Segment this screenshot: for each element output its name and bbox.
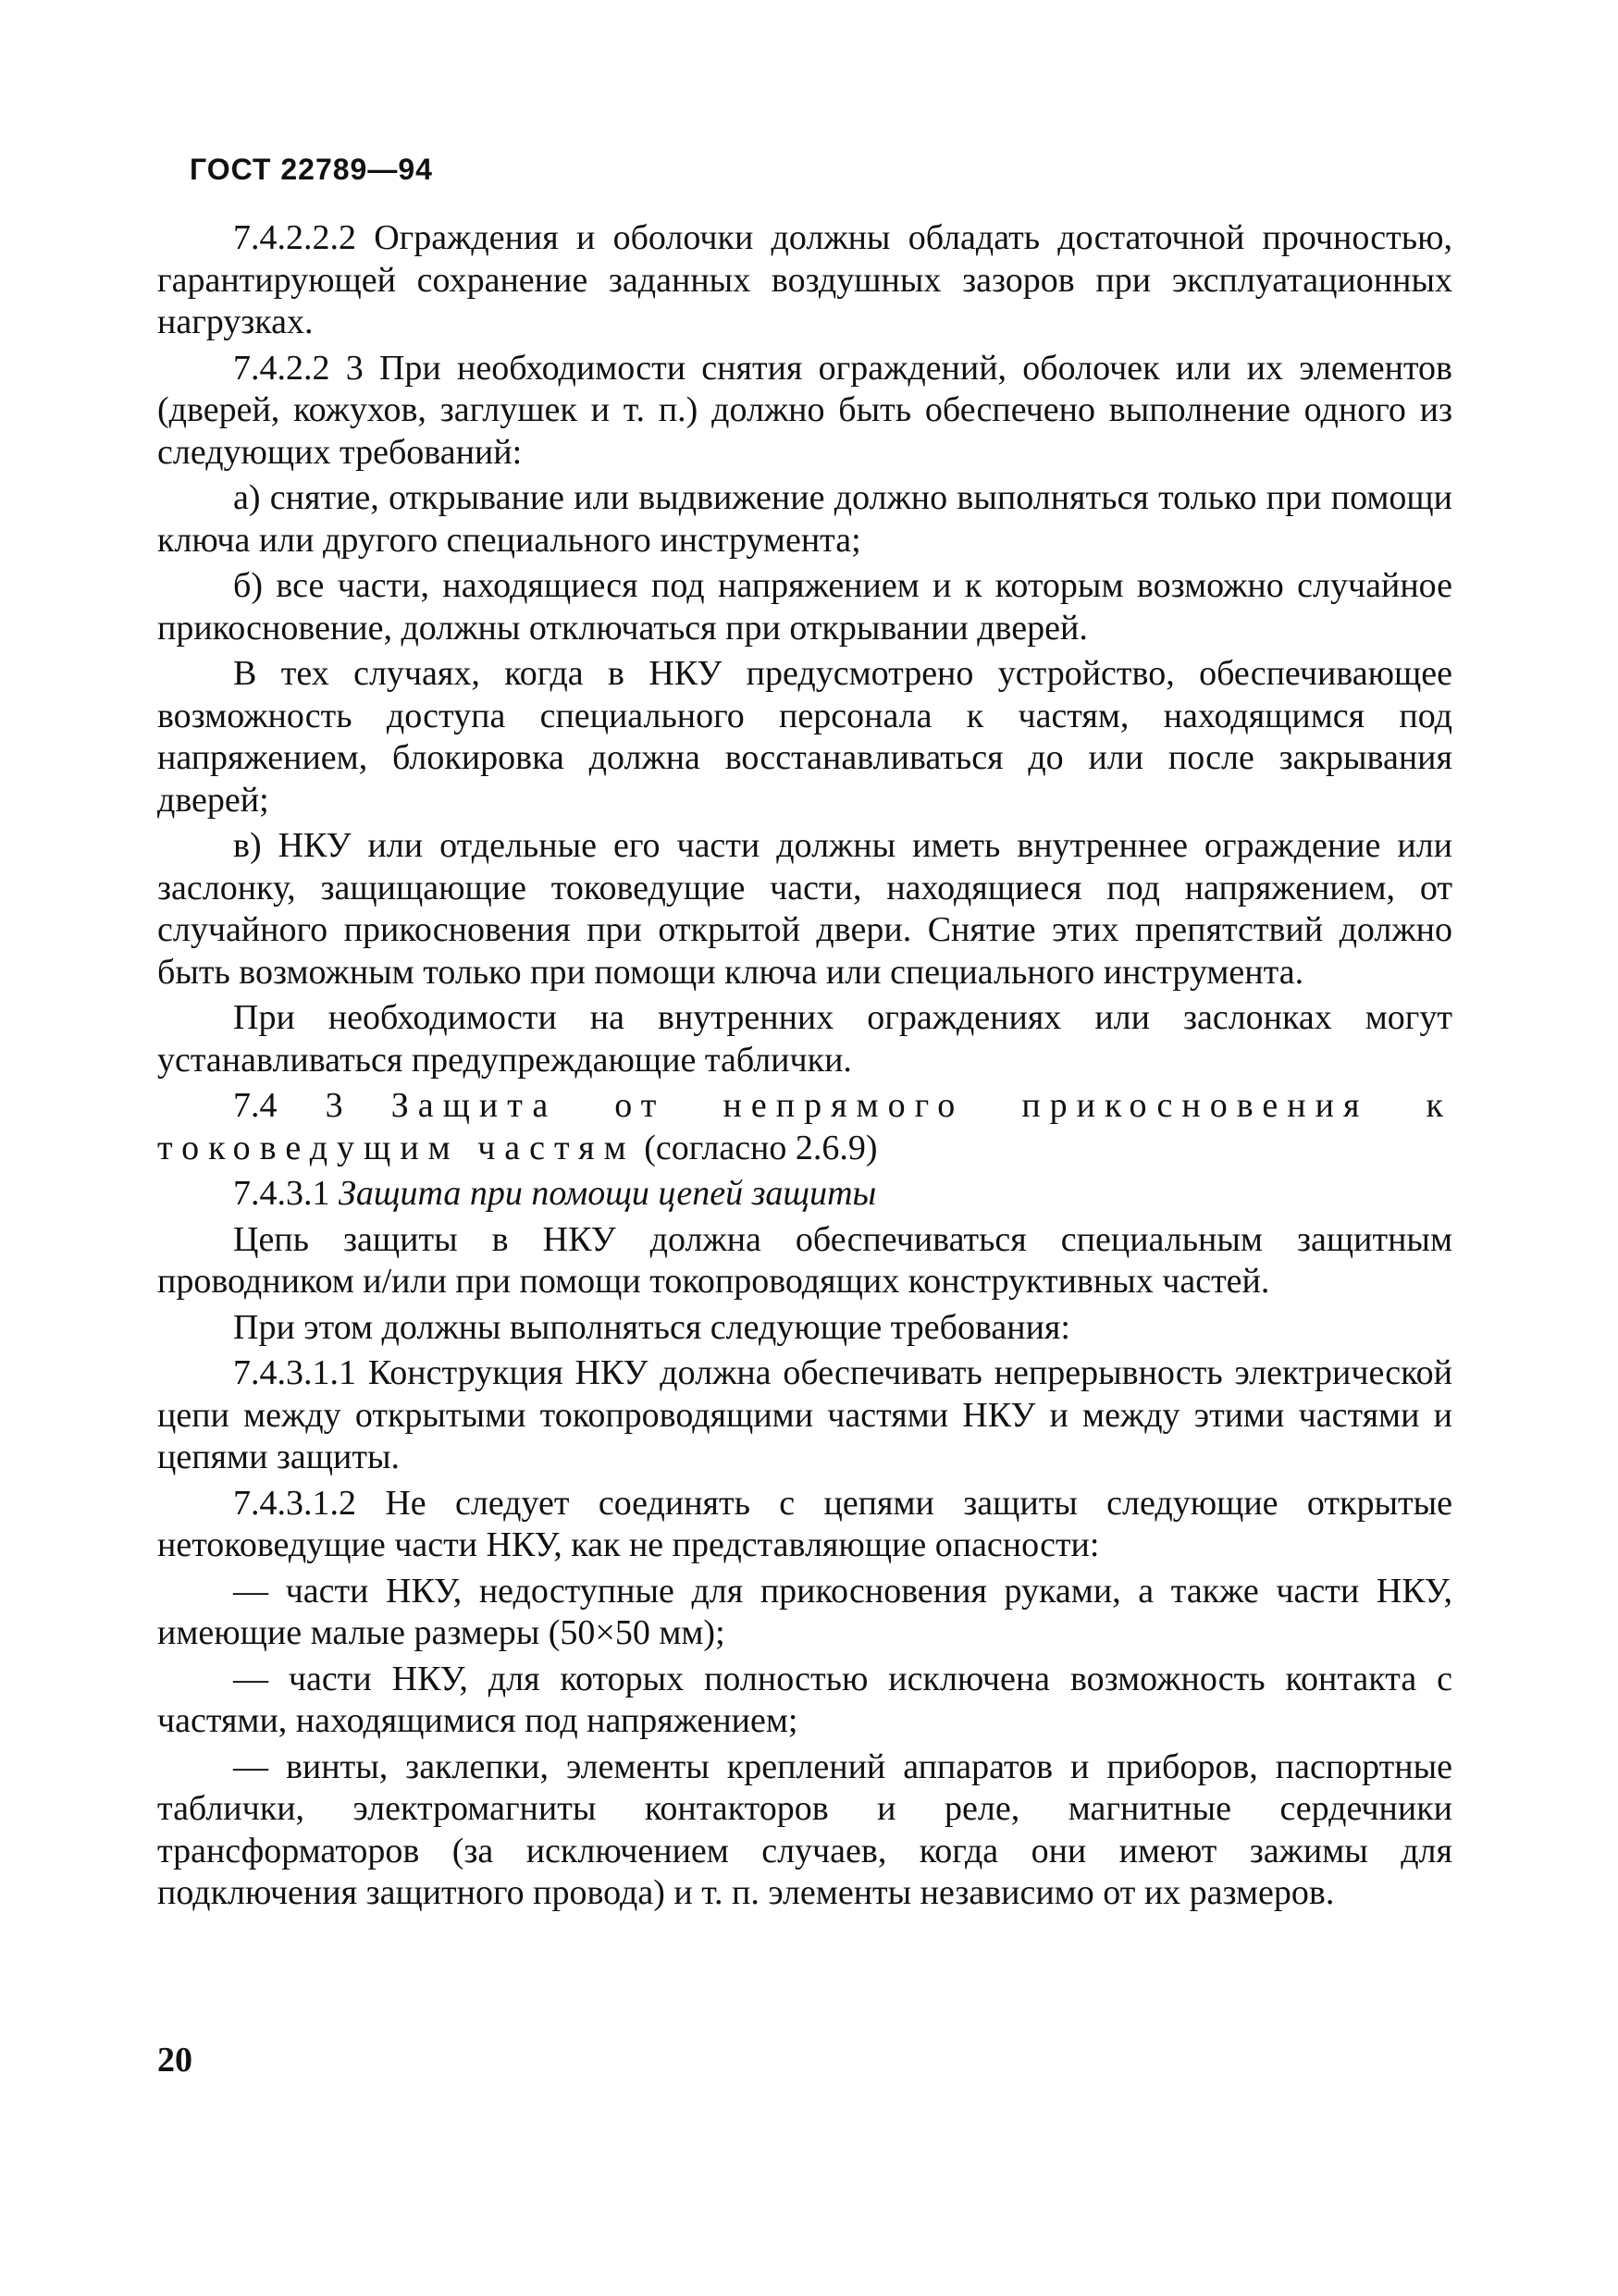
page-number: 20: [157, 2041, 192, 2080]
document-header: ГОСТ 22789—94: [190, 153, 433, 186]
section-title: Защита от непрямого прикосновения к токоведущим частям: [157, 1086, 1453, 1167]
paragraph-warning-plates: При необходимости на внутренних ограждениях или заслонках могут устанавливаться предупреждающие таблички.: [157, 998, 1452, 1080]
paragraph-requirements: При этом должны выполняться следующие требования:: [233, 1307, 1070, 1347]
subsection-title: Защита при помощи цепей защиты: [339, 1174, 877, 1213]
document-body: [157, 217, 1452, 1919]
section-number: 7.4 3: [233, 1086, 343, 1125]
section-heading-7-4-3: [157, 1085, 1452, 1169]
dash-item-fasteners: — винты, заклепки, элементы креплений аппаратов и приборов, паспортные таблички, электромагниты контакторов и реле, магнитные сердечники трансформаторов (за исключением случаев, когда они имеют зажимы для подключения защитного провода) и т. п. элементы независимо от их размеров.: [157, 1747, 1452, 1912]
list-item-b: б) все части, находящиеся под напряжением и к которым возможно случайное прикосновение, должны отключаться при открывании дверей.: [157, 566, 1452, 648]
subsection-number: 7.4.3.1: [233, 1174, 330, 1213]
list-item-v: в) НКУ или отдельные его части должны иметь внутреннее ограждение или заслонку, защищающие токоведущие части, находящиеся под напряжением, от случайного прикосновения при открытой двери. Снятие этих препятствий должно быть возможным только при помощи ключа или специального инструмента.: [157, 826, 1452, 992]
paragraph-7-4-3-1-1: 7.4.3.1.1 Конструкция НКУ должна обеспечивать непрерывность электрической цепи между открытыми токопроводящими частями НКУ и между этими частями и цепями защиты.: [157, 1353, 1452, 1476]
paragraph-7-4-2-2-2: 7.4.2.2.2 Ограждения и оболочки должны обладать достаточной прочностью, гарантирующей сохранение заданных воздушных зазоров при эксплуатационных нагрузках.: [157, 218, 1452, 341]
dash-item-excluded-contact: — части НКУ, для которых полностью исключена возможность контакта с частями, находящимися под напряжением;: [157, 1659, 1452, 1740]
section-reference: (согласно 2.6.9): [644, 1128, 878, 1167]
paragraph-protection-circuit: Цепь защиты в НКУ должна обеспечиваться специальным защитным проводником и/или при помощи токопроводящих конструктивных частей.: [157, 1219, 1452, 1301]
list-item-a: а) снятие, открывание или выдвижение должно выполняться только при помощи ключа или другого специального инструмента;: [157, 478, 1452, 560]
dash-item-inaccessible: — части НКУ, недоступные для прикосновения руками, а также части НКУ, имеющие малые размеры (50×50 мм);: [157, 1571, 1452, 1652]
paragraph-7-4-3-1-2: 7.4.3.1.2 Не следует соединять с цепями защиты следующие открытые нетоковедущие части НКУ, как не представляющие опасности:: [157, 1483, 1452, 1564]
section-heading-7-4-3-1: [157, 1173, 1452, 1216]
paragraph-blocking: В тех случаях, когда в НКУ предусмотрено устройство, обеспечивающее возможность доступа специального персонала к частям, находящимся под напряжением, блокировка должна восстанавливаться до или после закрывания дверей;: [157, 654, 1452, 820]
paragraph-7-4-2-2-3: 7.4.2.2 3 При необходимости снятия ограждений, оболочек или их элементов (дверей, кожухов, заглушек и т. п.) должно быть обеспечено выполнение одного из следующих требований:: [157, 348, 1452, 472]
